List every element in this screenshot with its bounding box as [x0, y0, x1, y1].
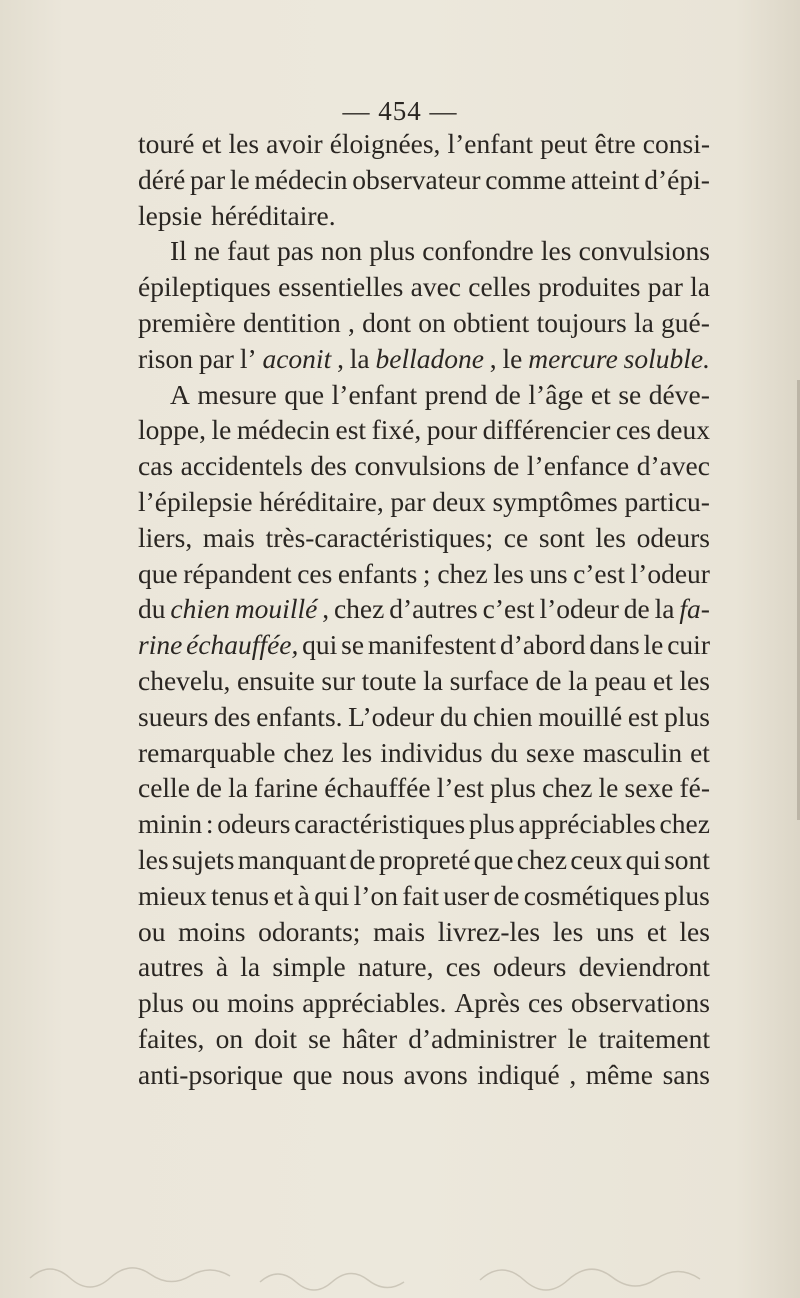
- word: Après: [454, 987, 521, 1019]
- word: c’est: [482, 593, 535, 625]
- text-line: [138, 985, 710, 1021]
- word: que: [473, 843, 514, 875]
- word: celles: [468, 271, 531, 303]
- text-line: [138, 484, 710, 520]
- word: des: [213, 700, 251, 732]
- text-line: [138, 770, 710, 806]
- word: chez: [516, 843, 568, 875]
- word: répandent: [183, 557, 292, 589]
- word: l’odeur: [630, 557, 710, 589]
- word: l’est: [436, 772, 485, 804]
- word: qui: [302, 629, 338, 661]
- text-line: [138, 914, 710, 950]
- word: pour: [426, 414, 478, 446]
- text-line: [138, 735, 710, 771]
- text-line: [138, 269, 710, 305]
- word: et: [652, 664, 673, 696]
- text-line: [138, 878, 710, 914]
- word: par: [390, 485, 426, 517]
- text-line: [138, 842, 710, 878]
- word: les: [679, 664, 710, 696]
- word: et: [273, 879, 294, 911]
- text-line: [138, 520, 710, 556]
- word: simple: [272, 951, 346, 983]
- word: deux: [656, 414, 710, 446]
- word: masculin: [582, 736, 683, 768]
- word: les: [552, 915, 584, 947]
- word: soluble.: [623, 342, 710, 374]
- word: uns: [595, 915, 635, 947]
- word: d’autres: [389, 593, 478, 625]
- word: mesure: [197, 378, 277, 410]
- word: peau: [594, 664, 647, 696]
- word: mais: [202, 521, 255, 553]
- word: enfants: [337, 557, 418, 589]
- word: la: [349, 342, 370, 374]
- word: de: [493, 450, 520, 482]
- word: toujours: [536, 306, 627, 338]
- word: surface: [449, 664, 529, 696]
- word: moins: [178, 915, 246, 947]
- text-line: [138, 663, 710, 699]
- text-line: [138, 233, 710, 269]
- word: autres: [138, 951, 204, 983]
- word: de: [349, 843, 376, 875]
- word: du: [439, 700, 468, 732]
- word: que: [138, 557, 178, 589]
- word: la: [228, 772, 248, 804]
- word: odeurs: [636, 521, 710, 553]
- word: l’enfant: [447, 128, 534, 159]
- word: d’administrer: [408, 1022, 557, 1054]
- word: ,: [337, 342, 344, 374]
- word: héréditaire.: [211, 199, 336, 231]
- word: se: [618, 378, 642, 410]
- word: le: [229, 163, 250, 195]
- word: se: [308, 1022, 332, 1054]
- word: celle: [138, 772, 190, 804]
- word: d’épi-: [644, 163, 710, 195]
- word: la: [240, 951, 261, 983]
- word: convulsions: [578, 235, 710, 267]
- word: sont: [538, 521, 585, 553]
- word: à: [297, 879, 310, 911]
- word: ,: [347, 306, 355, 338]
- word: chez: [659, 808, 710, 840]
- word: atteint: [570, 163, 640, 195]
- word: que: [292, 1058, 333, 1090]
- word: ceux: [570, 843, 623, 875]
- word: mouillé: [538, 700, 623, 732]
- word: est: [335, 414, 367, 446]
- word: ces: [615, 414, 651, 446]
- word: la: [423, 664, 444, 696]
- page-number: — 454 —: [342, 96, 458, 126]
- word: nous: [341, 1058, 394, 1090]
- word: de: [535, 664, 562, 696]
- word: sur: [321, 664, 356, 696]
- word: déré: [138, 163, 186, 195]
- word: par: [647, 271, 683, 303]
- word: fait: [402, 879, 439, 911]
- word: le: [502, 342, 523, 374]
- word: lepsie: [138, 199, 203, 231]
- word: ,: [322, 593, 330, 625]
- word: doit: [254, 1022, 297, 1054]
- word: de: [196, 772, 222, 804]
- word: observations: [570, 987, 710, 1019]
- word: tenus: [211, 879, 270, 911]
- word: est: [627, 700, 659, 732]
- word: fa-: [679, 593, 710, 625]
- word: Il: [170, 235, 187, 267]
- word: ces: [445, 951, 481, 983]
- word: médecin: [254, 163, 348, 195]
- word: minin: [138, 808, 203, 840]
- word: même: [585, 1058, 653, 1090]
- word: farine: [254, 772, 319, 804]
- word: fixé,: [371, 414, 422, 446]
- word: des: [310, 450, 347, 482]
- text-line: [138, 412, 710, 448]
- text-line: [138, 198, 710, 234]
- word: ; chez: [422, 557, 488, 589]
- word: traitement: [598, 1022, 710, 1054]
- word: cas: [138, 450, 174, 482]
- word: livrez-les: [437, 915, 541, 947]
- word: obtient: [452, 306, 530, 338]
- word: rison: [138, 342, 193, 374]
- word: l’enfance: [526, 450, 630, 482]
- word: ces: [297, 557, 333, 589]
- word: cuir: [667, 629, 710, 661]
- text-line: [138, 341, 710, 377]
- word: ne: [193, 235, 220, 267]
- word: indiqué: [477, 1058, 560, 1090]
- word: et: [590, 378, 611, 410]
- word: deviendront: [578, 951, 710, 983]
- text-line: [138, 699, 710, 735]
- word: sans: [662, 1058, 710, 1090]
- word: être: [594, 128, 636, 159]
- word: et: [690, 736, 710, 768]
- word: différencier: [482, 414, 611, 446]
- word: hâter: [342, 1022, 398, 1054]
- word: c’est: [573, 557, 625, 589]
- word: liers,: [138, 521, 193, 553]
- word: peut: [540, 128, 588, 159]
- word: chez: [542, 772, 593, 804]
- word: pas: [277, 235, 314, 267]
- word: caractéristiques: [294, 808, 466, 840]
- word: chevelu,: [138, 664, 231, 696]
- word: avoir: [266, 128, 323, 159]
- word: le: [567, 1022, 588, 1054]
- word: sexe: [526, 736, 575, 768]
- word: nature,: [357, 951, 434, 983]
- word: les: [540, 235, 572, 267]
- word: gué-: [661, 306, 710, 338]
- word: on: [418, 306, 446, 338]
- word: propreté: [378, 843, 471, 875]
- word: dentition: [242, 306, 341, 338]
- word: l’épilepsie: [138, 485, 253, 517]
- word: prend: [424, 378, 488, 410]
- word: le: [211, 414, 232, 446]
- word: ou: [138, 915, 166, 947]
- word: avec: [410, 271, 462, 303]
- word: manifestent: [367, 629, 497, 661]
- word: observateur: [352, 163, 481, 195]
- word: faut: [227, 235, 270, 267]
- word: mieux: [138, 879, 207, 911]
- text-line: [138, 126, 710, 162]
- word: sont: [664, 843, 710, 875]
- word: du: [138, 593, 166, 625]
- word: le: [598, 772, 619, 804]
- word: du: [490, 736, 519, 768]
- text-line: [138, 1057, 710, 1093]
- text-line: [138, 949, 710, 985]
- word: ce: [503, 521, 529, 553]
- word: la: [568, 664, 588, 696]
- word: l’on: [353, 879, 398, 911]
- word: ,: [569, 1058, 577, 1090]
- word: sueurs: [138, 700, 209, 732]
- word: plus: [138, 987, 184, 1019]
- word: produites: [538, 271, 641, 303]
- word: plus: [664, 700, 710, 732]
- word: touré: [138, 128, 195, 159]
- word: comme: [485, 163, 567, 195]
- text-line: [138, 591, 710, 627]
- word: ou: [191, 987, 220, 1019]
- word: les: [341, 736, 373, 768]
- word: aconit: [262, 342, 332, 374]
- word: dont: [362, 306, 411, 338]
- word: plus: [664, 879, 710, 911]
- word: chien: [170, 593, 230, 625]
- word: mercure: [528, 342, 618, 374]
- word: chien: [473, 700, 533, 732]
- show-through-marks: [0, 1238, 800, 1298]
- word: très-caractéristiques;: [265, 521, 494, 553]
- word: odeurs: [493, 951, 567, 983]
- word: accidentels: [180, 450, 303, 482]
- word: avons: [403, 1058, 468, 1090]
- word: loppe,: [138, 414, 206, 446]
- word: mouillé: [234, 593, 318, 625]
- word: fé-: [679, 772, 710, 804]
- text-line: [138, 305, 710, 341]
- word: on: [215, 1022, 244, 1054]
- word: sujets: [171, 843, 235, 875]
- word: L’odeur: [348, 700, 435, 732]
- word: par: [198, 342, 234, 374]
- word: ensuite: [236, 664, 315, 696]
- word: les: [493, 557, 524, 589]
- word: de: [494, 378, 521, 410]
- word: et: [646, 915, 667, 947]
- word: se: [341, 629, 365, 661]
- word: éloignées,: [329, 128, 441, 159]
- text-line: [138, 162, 710, 198]
- word: particu-: [624, 485, 710, 517]
- word: non: [320, 235, 363, 267]
- word: plus: [369, 235, 416, 267]
- word: user: [443, 879, 490, 911]
- word: plus: [468, 808, 515, 840]
- word: l’enfant: [331, 378, 418, 410]
- word: faites,: [138, 1022, 205, 1054]
- word: confondre: [422, 235, 534, 267]
- word: chez: [333, 593, 385, 625]
- word: deux: [432, 485, 486, 517]
- word: manquant: [237, 843, 347, 875]
- word: la: [633, 306, 654, 338]
- word: l’: [239, 342, 257, 374]
- word: sexe: [624, 772, 674, 804]
- word: à: [215, 951, 229, 983]
- word: par: [190, 163, 226, 195]
- word: dans: [589, 629, 640, 661]
- word: mais: [373, 915, 426, 947]
- text-line: [138, 627, 710, 663]
- word: héréditaire,: [259, 485, 384, 517]
- word: appréciables: [518, 808, 656, 840]
- word: uns: [529, 557, 568, 589]
- word: ces: [527, 987, 564, 1019]
- word: la: [654, 593, 675, 625]
- word: belladone: [375, 342, 484, 374]
- word: plus: [490, 772, 536, 804]
- word: chez: [283, 736, 334, 768]
- word: déve-: [648, 378, 710, 410]
- text-line: [138, 1021, 710, 1057]
- word: la: [690, 271, 710, 303]
- word: enfants.: [256, 700, 343, 732]
- word: consi-: [642, 128, 710, 159]
- word: qui: [625, 843, 661, 875]
- word: échauffée: [324, 772, 431, 804]
- word: l’âge: [528, 378, 584, 410]
- word: qui: [314, 879, 350, 911]
- word: anti-psorique: [138, 1058, 284, 1090]
- word: l’odeur: [539, 593, 619, 625]
- word: ,: [489, 342, 497, 374]
- word: première: [138, 306, 236, 338]
- word: les: [679, 915, 710, 947]
- word: individus: [380, 736, 483, 768]
- word: toute: [361, 664, 417, 696]
- word: de: [623, 593, 650, 625]
- word: rine: [138, 629, 183, 661]
- word: d’abord: [499, 629, 586, 661]
- word: symptômes: [492, 485, 618, 517]
- word: convulsions: [354, 450, 486, 482]
- word: odorants;: [258, 915, 361, 947]
- word: médecin: [236, 414, 330, 446]
- word: et: [201, 128, 222, 159]
- word: A: [170, 378, 190, 410]
- word: les: [595, 521, 626, 553]
- body-text: [138, 126, 710, 1093]
- text-line: [138, 806, 710, 842]
- word: :: [205, 808, 214, 840]
- word: les: [138, 843, 169, 875]
- word: essentielles: [278, 271, 404, 303]
- word: cosmétiques: [523, 879, 660, 911]
- word: de: [493, 879, 520, 911]
- word: d’avec: [636, 450, 710, 482]
- word: appréciables.: [302, 987, 447, 1019]
- word: moins: [227, 987, 295, 1019]
- word: le: [643, 629, 664, 661]
- word: remarquable: [138, 736, 276, 768]
- text-line: [138, 377, 710, 413]
- word: les: [228, 128, 260, 159]
- word: échauffée,: [186, 629, 299, 661]
- word: épileptiques: [138, 271, 271, 303]
- word: odeurs: [217, 808, 291, 840]
- word: que: [284, 378, 325, 410]
- text-line: [138, 448, 710, 484]
- text-line: [138, 556, 710, 592]
